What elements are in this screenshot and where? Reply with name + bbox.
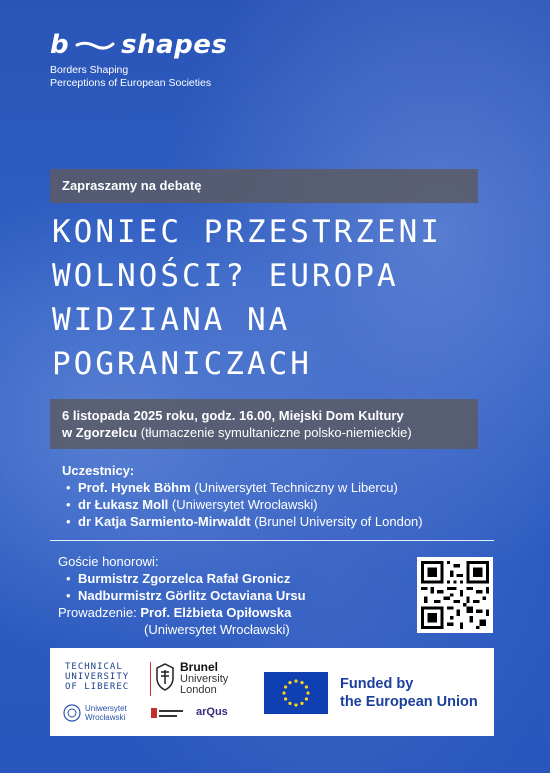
event-date: 6 listopada 2025 roku, godz. 16.00, Miejski Dom Kultury <box>62 408 404 423</box>
tul-line2: UNIVERSITY <box>65 672 130 682</box>
logo-letter-b: b <box>50 30 70 60</box>
title-line: KONIEC PRZESTRZENI <box>52 214 442 250</box>
tul-line3: OF LIBEREC <box>65 682 130 692</box>
participant-name: dr Łukasz Moll <box>78 497 169 512</box>
title-line: POGRANICZACH <box>52 346 312 382</box>
brunel-logo <box>154 662 228 696</box>
participants-header: Uczestnicy: <box>62 463 135 478</box>
eu-text-line2: the European Union <box>340 694 478 710</box>
arqus-logo: arQus <box>196 706 228 718</box>
logo-subtitle-line2: Perceptions of European Societies <box>50 77 212 89</box>
moderator-label: Prowadzenie: <box>58 605 141 620</box>
uwr-logo <box>63 704 127 722</box>
title-line: WOLNOŚCI? EUROPA <box>52 258 399 294</box>
brunel-name: Brunel <box>180 660 219 674</box>
event-place: w Zgorzelcu <box>62 425 138 440</box>
bshapes-logo <box>50 30 227 90</box>
participant-name: dr Katja Sarmiento-Mirwaldt <box>78 514 251 529</box>
logo-wave-icon <box>75 39 115 51</box>
participants-list <box>62 479 423 530</box>
uwr-seal-icon <box>63 704 81 722</box>
qr-code-icon <box>421 561 489 629</box>
logo-subtitle-line1: Borders Shaping <box>50 64 129 76</box>
logo-subtitle <box>50 64 227 90</box>
tul-line1: TECHNICAL <box>65 662 123 672</box>
qr-code[interactable] <box>417 557 493 633</box>
eu-flag-icon <box>264 672 328 714</box>
moderator-name: Prof. Elżbieta Opiłowska <box>140 605 292 620</box>
participant-affiliation: (Uniwersytet Wrocławski) <box>168 497 318 512</box>
brunel-line2: University <box>180 673 229 685</box>
title-line: WIDZIANA NA <box>52 302 291 338</box>
guests-section <box>58 553 306 638</box>
brunel-crest-icon <box>154 662 176 692</box>
moderator-affiliation: (Uniwersytet Wrocławski) <box>144 622 290 637</box>
uwr-line2: Wrocławski <box>85 713 126 722</box>
tul-logo <box>65 662 129 692</box>
participant-affiliation: (Brunel University of London) <box>250 514 423 529</box>
event-note: (tłumaczenie symultaniczne polsko-niemieckie) <box>137 425 412 440</box>
invite-banner: Zapraszamy na debatę <box>50 169 478 203</box>
list-item <box>78 496 423 513</box>
guests-header: Goście honorowi: <box>58 554 159 569</box>
list-item <box>78 513 423 530</box>
logo-separator <box>150 662 151 696</box>
event-details <box>50 399 478 449</box>
bshapes-small-icon <box>150 706 186 722</box>
uwr-line1: Uniwersytet <box>85 704 127 713</box>
partner-logos <box>50 648 494 736</box>
section-divider <box>50 540 494 541</box>
event-title <box>52 210 532 386</box>
eu-funding <box>264 672 478 714</box>
participants-section <box>62 462 423 530</box>
logo-mark <box>50 30 227 60</box>
list-item: • Nadburmistrz Görlitz Octaviana Ursu <box>78 587 306 604</box>
bshapes-small-logo <box>150 706 186 724</box>
moderator <box>58 604 306 621</box>
logo-word: shapes <box>121 30 228 60</box>
eu-stars-icon <box>264 672 328 714</box>
participant-name: Prof. Hynek Böhm <box>78 480 191 495</box>
list-item: • Burmistrz Zgorzelca Rafał Gronicz <box>78 570 306 587</box>
participant-affiliation: (Uniwersytet Techniczny w Libercu) <box>190 480 398 495</box>
eu-text-line1: Funded by <box>340 676 414 692</box>
list-item <box>78 479 423 496</box>
guests-list <box>58 570 306 604</box>
brunel-line3: London <box>180 684 217 696</box>
